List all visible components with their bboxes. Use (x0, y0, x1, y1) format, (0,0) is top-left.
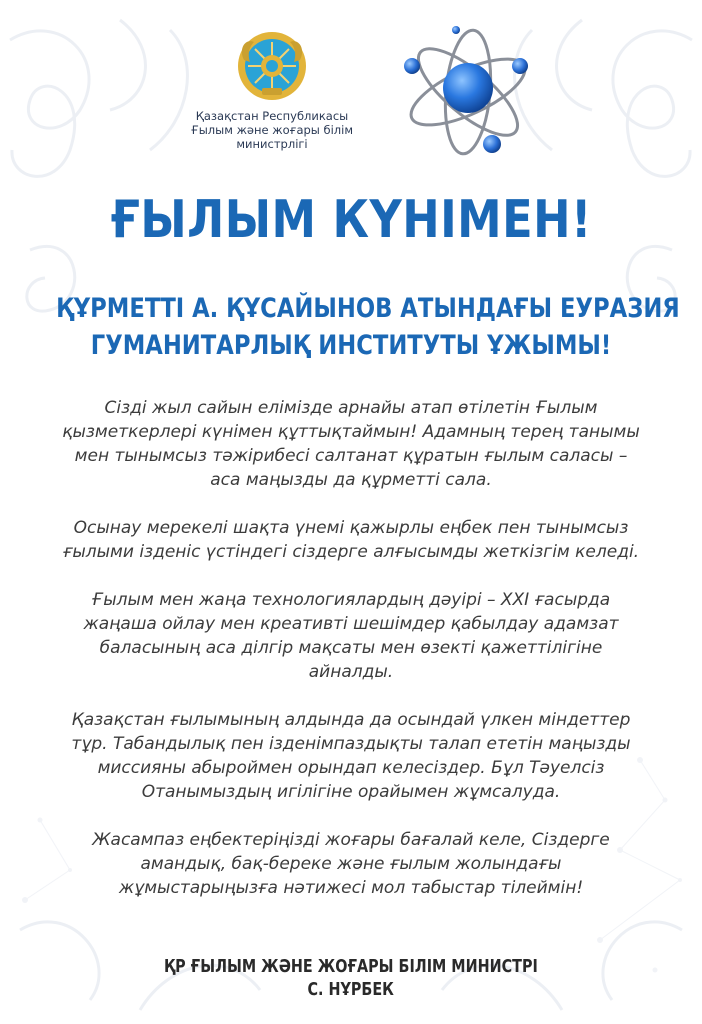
paragraph (30, 828, 672, 900)
signature-name-text: С. НҰРБЕК (307, 980, 395, 1000)
text-line: мен тынымсыз тәжірибесі салтанат құратын ғылым саласы – (74, 446, 628, 466)
ministry-line: министрлігі (236, 137, 308, 151)
ministry-name (172, 109, 372, 151)
text-line: Ғылым мен жаңа технологиялардың дәуірі – XXI ғасырда (91, 590, 611, 610)
text-line: амандық, бақ-береке және ғылым жолындағы (140, 854, 562, 874)
ministry-line: Қазақстан Республикасы (195, 109, 349, 123)
paragraph (30, 708, 672, 804)
text-line: жаңаша ойлау мен креативті шешімдер қабылдау адамзат (83, 614, 619, 634)
text-line: айналды. (308, 662, 394, 682)
text-line: аса маңызды да құрметті сала. (210, 470, 492, 490)
paragraph (30, 588, 672, 684)
greeting-line: ГУМАНИТАРЛЫҚ ИНСТИТУТЫ ҰЖЫМЫ! (90, 330, 612, 361)
signature-position (0, 955, 702, 979)
text-line: Осынау мерекелі шақта үнемі қажырлы еңбек пен тынымсыз (73, 518, 629, 538)
ministry-line: Ғылым және жоғары білім (190, 123, 354, 137)
text-line: тұр. Табандылық пен ізденімпаздықты талап ететін маңызды (71, 734, 631, 754)
kazakhstan-state-emblem-icon (236, 30, 308, 102)
greeting-line: ҚҰРМЕТТІ А. ҚҰСАЙЫНОВ АТЫНДАҒЫ ЕУРАЗИЯ (56, 293, 680, 324)
text-line: қызметкерлері күнімен құттықтаймын! Адамның терең танымы (62, 422, 640, 442)
main-title: ҒЫЛЫМ КҮНІМЕН! (110, 190, 592, 250)
letter-body (30, 396, 672, 924)
atom-icon (398, 22, 538, 162)
text-line: Қазақстан ғылымының алдында да осындай үлкен міндеттер (71, 710, 631, 730)
signature-name (0, 978, 702, 1002)
text-line: Сізді жыл сайын елімізде арнайы атап өтілетін Ғылым (104, 398, 598, 418)
paragraph (30, 396, 672, 492)
text-line: Жасампаз еңбектеріңізді жоғары бағалай келе, Сіздерге (92, 830, 610, 850)
text-line: баласының аса ділгір мақсаты мен өзекті қажеттілігіне (99, 638, 603, 658)
text-line: ғылыми ізденіс үстіндегі сіздерге алғысымды жеткізгім келеді. (62, 542, 640, 562)
signature-position-text: ҚР ҒЫЛЫМ ЖӘНЕ ЖОҒАРЫ БІЛІМ МИНИСТРІ (164, 957, 538, 977)
text-line: Отанымыздың игілігіне орайымен жұмсалуда. (141, 782, 561, 802)
text-line: жұмыстарыңызға нәтижесі мол табыстар тілеймін! (118, 878, 584, 898)
greeting-heading (0, 290, 702, 364)
paragraph (30, 516, 672, 564)
text-line: миссияны абыроймен орындап келесіздер. Бұл Тәуелсіз (97, 758, 605, 778)
